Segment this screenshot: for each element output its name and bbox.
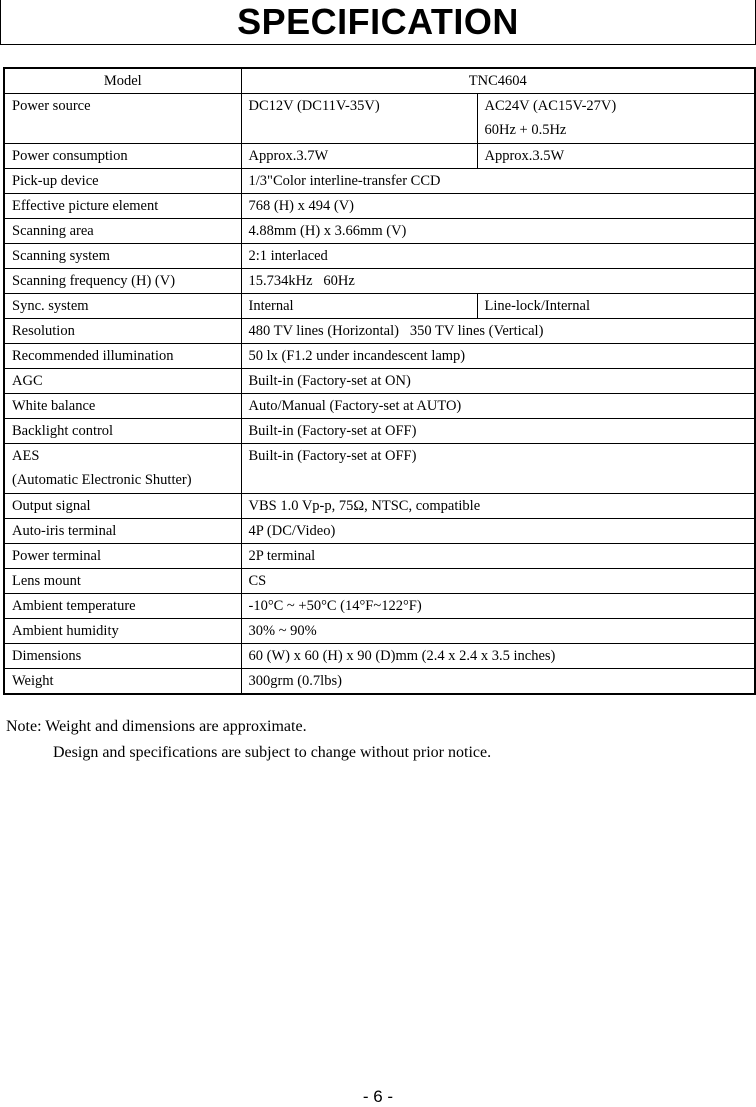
table-row <box>4 569 755 594</box>
row-value: Built-in (Factory-set at OFF) <box>241 444 755 494</box>
row-value: 1/3"Color interline-transfer CCD <box>241 169 755 194</box>
row-value: 2:1 interlaced <box>241 244 755 269</box>
spec-table <box>3 67 756 695</box>
row-value: CS <box>241 569 755 594</box>
table-row <box>4 394 755 419</box>
table-row <box>4 669 755 695</box>
row-label: Power consumption <box>4 144 241 169</box>
row-value-dc: Internal <box>241 294 477 319</box>
table-row <box>4 194 755 219</box>
row-label: Dimensions <box>4 644 241 669</box>
row-label: Scanning frequency (H) (V) <box>4 269 241 294</box>
table-row <box>4 344 755 369</box>
note-line-1: Note: Weight and dimensions are approximate. <box>6 718 307 735</box>
row-value-ac: Line-lock/Internal <box>477 294 755 319</box>
title-box <box>0 0 756 45</box>
row-value: 4P (DC/Video) <box>241 519 755 544</box>
row-value: -10°C ~ +50°C (14°F~122°F) <box>241 594 755 619</box>
row-label: Power source <box>4 94 241 144</box>
table-row <box>4 94 755 144</box>
row-label: Ambient temperature <box>4 594 241 619</box>
header-value: TNC4604 <box>241 68 755 94</box>
table-row <box>4 269 755 294</box>
page-number: - 6 - <box>362 1087 394 1106</box>
row-value: Built-in (Factory-set at ON) <box>241 369 755 394</box>
table-header-row <box>4 68 755 94</box>
row-value-ac-line1: AC24V (AC15V-27V) <box>484 98 617 114</box>
table-row <box>4 594 755 619</box>
row-label: Output signal <box>4 494 241 519</box>
row-value: 768 (H) x 494 (V) <box>241 194 755 219</box>
row-label-line1: AES <box>12 448 40 464</box>
row-value: 2P terminal <box>241 544 755 569</box>
table-row <box>4 169 755 194</box>
table-row <box>4 519 755 544</box>
row-value: 60 (W) x 60 (H) x 90 (D)mm (2.4 x 2.4 x 3.5 inches) <box>241 644 755 669</box>
row-label: Scanning area <box>4 219 241 244</box>
header-label: Model <box>4 68 241 94</box>
table-row <box>4 294 755 319</box>
row-label: AGC <box>4 369 241 394</box>
table-row <box>4 244 755 269</box>
row-value: 30% ~ 90% <box>241 619 755 644</box>
table-row <box>4 369 755 394</box>
table-row <box>4 419 755 444</box>
table-row <box>4 144 755 169</box>
row-value-dc: Approx.3.7W <box>241 144 477 169</box>
table-row <box>4 494 755 519</box>
row-value-ac: Approx.3.5W <box>477 144 755 169</box>
row-value-dc: DC12V (DC11V-35V) <box>241 94 477 144</box>
row-value: 300grm (0.7lbs) <box>241 669 755 695</box>
row-value: Auto/Manual (Factory-set at AUTO) <box>241 394 755 419</box>
row-label: Scanning system <box>4 244 241 269</box>
row-label: Resolution <box>4 319 241 344</box>
row-value-ac <box>477 94 755 144</box>
table-row <box>4 444 755 494</box>
row-label <box>4 444 241 494</box>
table-row <box>4 619 755 644</box>
row-value: 480 TV lines (Horizontal) 350 TV lines (Vertical) <box>241 319 755 344</box>
row-label-line2: (Automatic Electronic Shutter) <box>12 472 192 488</box>
row-value-ac-line2: 60Hz + 0.5Hz <box>484 122 567 138</box>
page-title: SPECIFICATION <box>237 1 519 42</box>
row-label: White balance <box>4 394 241 419</box>
note-line-2: Design and specifications are subject to change without prior notice. <box>53 744 492 761</box>
row-label: Lens mount <box>4 569 241 594</box>
row-label: Backlight control <box>4 419 241 444</box>
row-value: 15.734kHz 60Hz <box>241 269 755 294</box>
row-label: Pick-up device <box>4 169 241 194</box>
row-label: Sync. system <box>4 294 241 319</box>
row-label: Weight <box>4 669 241 695</box>
row-value: 4.88mm (H) x 3.66mm (V) <box>241 219 755 244</box>
table-row <box>4 319 755 344</box>
row-label: Auto-iris terminal <box>4 519 241 544</box>
row-label: Effective picture element <box>4 194 241 219</box>
row-label: Recommended illumination <box>4 344 241 369</box>
row-label: Ambient humidity <box>4 619 241 644</box>
row-value: 50 lx (F1.2 under incandescent lamp) <box>241 344 755 369</box>
note <box>6 714 491 766</box>
table-row <box>4 544 755 569</box>
table-row <box>4 219 755 244</box>
table-row <box>4 644 755 669</box>
row-label: Power terminal <box>4 544 241 569</box>
row-value: VBS 1.0 Vp-p, 75Ω, NTSC, compatible <box>241 494 755 519</box>
row-value: Built-in (Factory-set at OFF) <box>241 419 755 444</box>
